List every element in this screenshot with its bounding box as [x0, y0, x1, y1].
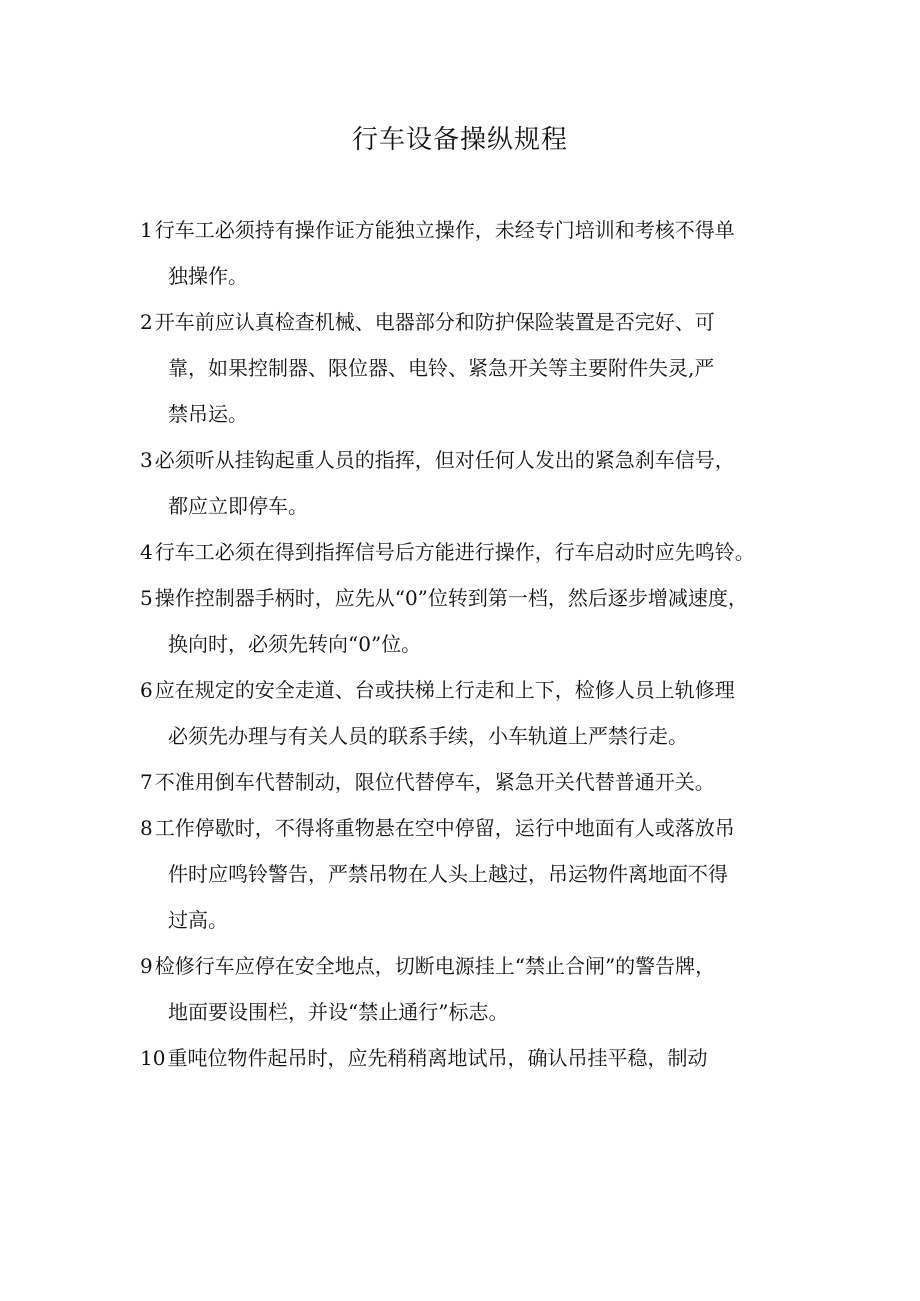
rule-continuation-line — [140, 391, 800, 437]
rule-number: 1 — [140, 218, 153, 242]
rule-item — [140, 943, 800, 1035]
rule-number: 4 — [140, 540, 153, 564]
rule-text: 换向时，必须先转向“0”位。 — [168, 632, 422, 656]
rule-continuation-line — [140, 253, 800, 299]
rule-text: 必须听从挂钩起重人员的指挥，但对任何人发出的紧急刹车信号， — [154, 448, 735, 472]
rule-item — [140, 529, 800, 575]
rule-text: 重吨位物件起吊时，应先稍稍离地试吊，确认吊挂平稳，制动 — [167, 1046, 708, 1070]
rule-continuation-line — [140, 345, 800, 391]
rule-first-line — [140, 299, 800, 345]
rule-item — [140, 299, 800, 437]
rule-text: 独操作。 — [168, 264, 248, 288]
rule-text: 靠，如果控制器、限位器、电铃、紧急开关等主要附件失灵,严 — [168, 356, 715, 380]
document-title: 行车设备操纵规程 — [351, 125, 568, 155]
rule-first-line — [140, 437, 800, 483]
rules-list — [140, 207, 800, 1081]
rule-first-line — [140, 805, 800, 851]
rule-item — [140, 1035, 800, 1081]
rule-continuation-line — [140, 713, 800, 759]
rule-text: 不准用倒车代替制动，限位代替停车，紧急开关代替普通开关。 — [154, 770, 715, 794]
rule-first-line — [140, 1035, 800, 1081]
rule-text: 应在规定的安全走道、台或扶梯上行走和上下，检修人员上轨修理 — [154, 678, 735, 702]
rule-continuation-line — [140, 621, 800, 667]
rule-continuation-line — [140, 897, 800, 943]
rule-number: 2 — [140, 310, 153, 334]
rule-first-line — [140, 667, 800, 713]
rule-text: 操作控制器手柄时，应先从“0”位转到第一档，然后逐步增减速度， — [154, 586, 748, 610]
rule-item — [140, 575, 800, 667]
rule-number: 8 — [140, 816, 153, 840]
rule-item — [140, 805, 800, 943]
rule-continuation-line — [140, 989, 800, 1035]
rule-text: 禁吊运。 — [168, 402, 248, 426]
rule-number: 5 — [140, 586, 153, 610]
rule-text: 件时应鸣铃警告，严禁吊物在人头上越过，吊运物件离地面不得 — [168, 862, 728, 886]
rule-number: 9 — [140, 954, 153, 978]
rule-first-line — [140, 529, 800, 575]
rule-item — [140, 207, 800, 299]
rule-first-line — [140, 575, 800, 621]
rule-text: 行车工必须持有操作证方能独立操作，未经专门培训和考核不得单 — [154, 218, 735, 242]
rule-continuation-line — [140, 483, 800, 529]
rule-item — [140, 759, 800, 805]
rule-number: 10 — [140, 1046, 166, 1070]
rule-number: 6 — [140, 678, 153, 702]
rule-number: 7 — [140, 770, 153, 794]
rule-item — [140, 437, 800, 529]
rule-text: 行车工必须在得到指挥信号后方能进行操作，行车启动时应先鸣铃。 — [154, 540, 755, 564]
rule-first-line — [140, 943, 800, 989]
rule-text: 必须先办理与有关人员的联系手续，小车轨道上严禁行走。 — [168, 724, 688, 748]
rule-text: 开车前应认真检查机械、电器部分和防护保险装置是否完好、可 — [154, 310, 715, 334]
rule-text: 过高。 — [168, 908, 228, 932]
rule-first-line — [140, 759, 800, 805]
rule-item — [140, 667, 800, 759]
rule-text: 地面要设围栏，并设“禁止通行”标志。 — [168, 1000, 509, 1024]
rule-number: 3 — [140, 448, 153, 472]
rule-first-line — [140, 207, 800, 253]
rule-text: 都应立即停车。 — [168, 494, 308, 518]
rule-continuation-line — [140, 851, 800, 897]
rule-text: 工作停歇时，不得将重物悬在空中停留，运行中地面有人或落放吊 — [154, 816, 735, 840]
rule-text: 检修行车应停在安全地点，切断电源挂上“禁止合闸”的警告牌， — [154, 954, 716, 978]
